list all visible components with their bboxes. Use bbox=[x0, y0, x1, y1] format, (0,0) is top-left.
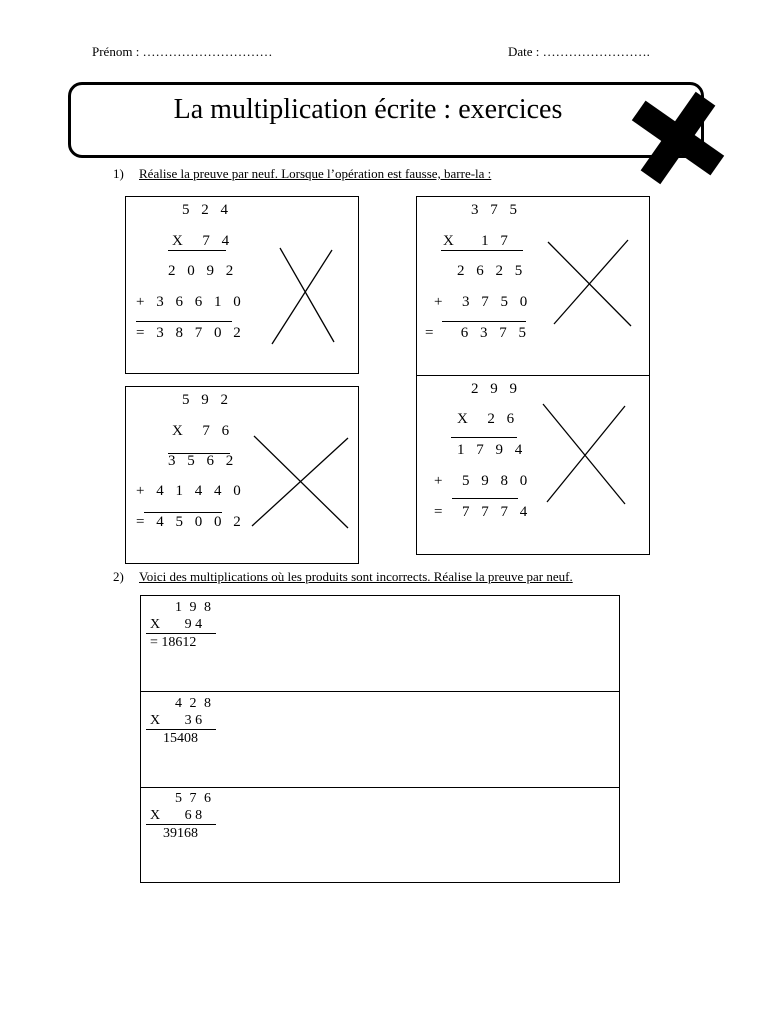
op3-multiplier: X 7 6 bbox=[172, 423, 234, 439]
row2-multiplier: X 3 6 bbox=[150, 713, 203, 728]
section1-number: 1) bbox=[113, 166, 124, 181]
op4-rule-2 bbox=[452, 498, 518, 499]
op1-result: = 3 8 7 0 2 bbox=[136, 325, 245, 341]
op2-rule-1 bbox=[441, 250, 523, 251]
op4-partial2: + 5 9 8 0 bbox=[434, 473, 532, 489]
page-title: La multiplication écrite : exercices bbox=[173, 94, 563, 125]
row3-multiplicand: 5 7 6 bbox=[175, 791, 213, 806]
op3-rule-2 bbox=[144, 512, 222, 513]
multiplication-sign-icon bbox=[628, 88, 728, 188]
op2-multiplicand: 3 7 5 bbox=[471, 202, 521, 218]
row1-multiplier: X 9 4 bbox=[150, 617, 203, 632]
row1-rule bbox=[146, 633, 216, 634]
op1-partial1: 2 0 9 2 bbox=[168, 263, 238, 279]
op2-partial1: 2 6 2 5 bbox=[457, 263, 527, 279]
exercise-table bbox=[140, 595, 620, 883]
op1-multiplier: X 7 4 bbox=[172, 233, 234, 249]
row2-result: 15408 bbox=[163, 731, 198, 746]
section2-instruction bbox=[113, 569, 573, 585]
op3-partial1: 3 5 6 2 bbox=[168, 453, 238, 469]
row2-multiplicand: 4 2 8 bbox=[175, 696, 213, 711]
proof-cross-icon-1 bbox=[272, 248, 336, 344]
op4-multiplicand: 2 9 9 bbox=[471, 381, 521, 397]
row1-multiplicand: 1 9 8 bbox=[175, 600, 213, 615]
op3-partial2: + 4 1 4 4 0 bbox=[136, 483, 245, 499]
op4-partial1: 1 7 9 4 bbox=[457, 442, 527, 458]
table-divider-1 bbox=[140, 691, 620, 692]
op2-rule-2 bbox=[442, 321, 526, 322]
op3-result: = 4 5 0 0 2 bbox=[136, 514, 245, 530]
table-divider-2 bbox=[140, 787, 620, 788]
section1-instruction bbox=[113, 166, 491, 182]
section2-number: 2) bbox=[113, 569, 124, 584]
proof-cross-icon-2 bbox=[548, 240, 632, 326]
op1-rule-2 bbox=[136, 321, 232, 322]
op1-partial2: + 3 6 6 1 0 bbox=[136, 294, 245, 310]
op1-multiplicand: 5 2 4 bbox=[182, 202, 232, 218]
section2-text: Voici des multiplications où les produits sont incorrects. Réalise la preuve par neuf. bbox=[139, 569, 573, 584]
op2-result: = 6 3 7 5 bbox=[425, 325, 530, 341]
op3-multiplicand: 5 9 2 bbox=[182, 392, 232, 408]
op4-multiplier: X 2 6 bbox=[457, 411, 519, 427]
date-field: Date : ……………………. bbox=[508, 44, 650, 59]
op2-partial2: + 3 7 5 0 bbox=[434, 294, 532, 310]
proof-cross-icon-3 bbox=[252, 436, 350, 528]
firstname-field: Prénom : ………………………… bbox=[92, 44, 273, 59]
section1-text: Réalise la preuve par neuf. Lorsque l’opération est fausse, barre-la : bbox=[139, 166, 492, 181]
row3-multiplier: X 6 8 bbox=[150, 808, 203, 823]
op2-multiplier: X 1 7 bbox=[443, 233, 512, 249]
row2-rule bbox=[146, 729, 216, 730]
proof-cross-icon-4 bbox=[543, 404, 627, 504]
op4-rule-1 bbox=[451, 437, 517, 438]
row3-rule bbox=[146, 824, 216, 825]
row3-result: 39168 bbox=[163, 826, 198, 841]
row1-result: = 18612 bbox=[150, 635, 197, 650]
op4-result: = 7 7 7 4 bbox=[434, 504, 532, 520]
op1-rule-1 bbox=[168, 250, 226, 251]
